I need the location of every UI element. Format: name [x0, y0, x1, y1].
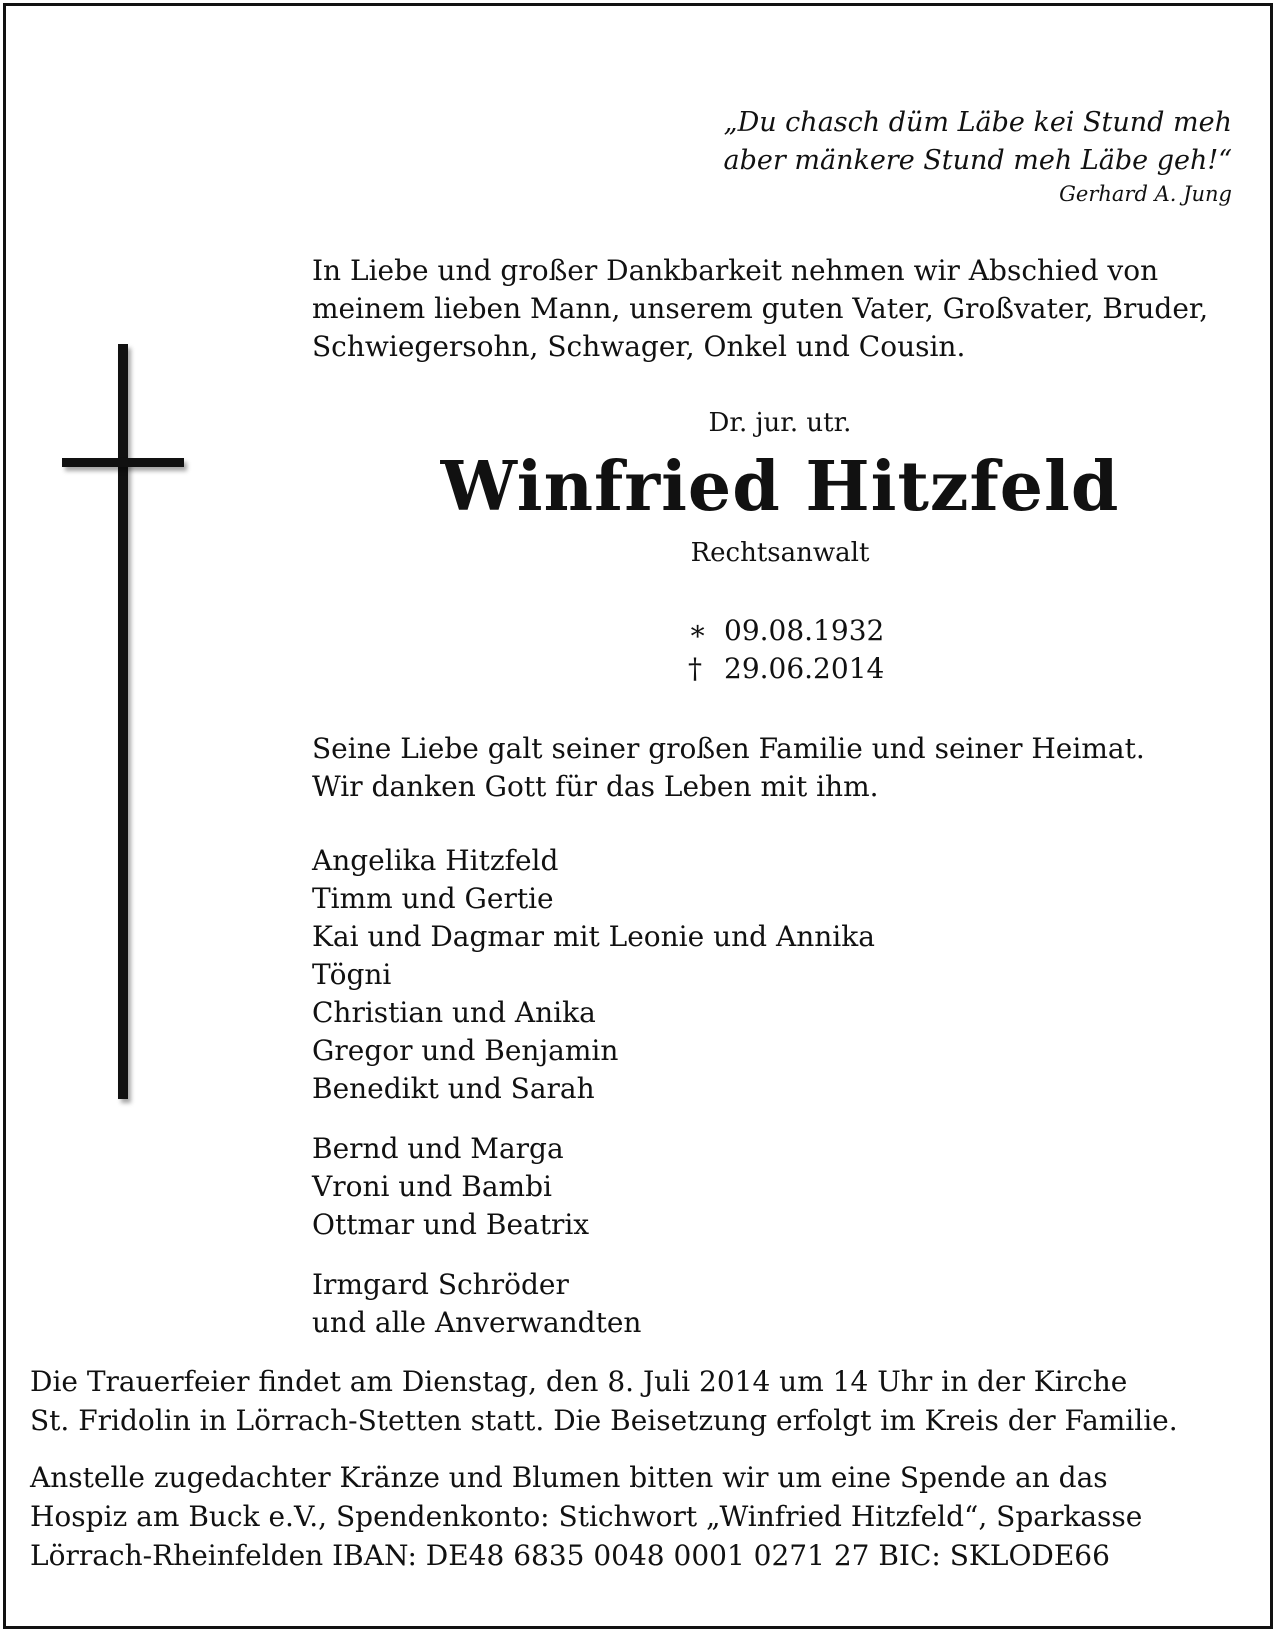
- cross-icon: [62, 344, 184, 1104]
- intro-line-2: meinem lieben Mann, unserem guten Vater, Großvater, Bruder,: [312, 292, 1209, 325]
- dialect-quote: [724, 104, 1232, 208]
- mourner-name: Ottmar und Beatrix: [312, 1208, 590, 1241]
- quote-line-1: „Du chasch düm Läbe kei Stund meh: [723, 107, 1232, 138]
- mourner-name: Vroni und Bambi: [312, 1170, 552, 1203]
- mourner-name: Christian und Anika: [312, 996, 596, 1029]
- death-cross-icon: †: [688, 652, 702, 685]
- family-group-3: [312, 1266, 641, 1342]
- mourner-name: Kai und Dagmar mit Leonie und Annika: [312, 920, 875, 953]
- life-dates: [688, 612, 884, 688]
- mourner-name: Benedikt und Sarah: [312, 1072, 595, 1105]
- funeral-notice: [30, 1362, 1178, 1440]
- intro-line-1: In Liebe und großer Dankbarkeit nehmen wir Abschied von: [312, 254, 1159, 287]
- closing-line-2: Wir danken Gott für das Leben mit ihm.: [312, 770, 879, 803]
- family-group-2: [312, 1130, 589, 1244]
- mourner-name: und alle Anverwandten: [312, 1306, 642, 1339]
- quote-line-2: aber mänkere Stund meh Läbe geh!“: [723, 145, 1232, 176]
- deceased-profession: Rechtsanwalt: [690, 538, 870, 568]
- donation-notice: [30, 1458, 1142, 1575]
- closing-line-1: Seine Liebe galt seiner großen Familie und seiner Heimat.: [312, 732, 1145, 765]
- death-date: 29.06.2014: [724, 652, 885, 685]
- deceased-honorific: Dr. jur. utr.: [708, 408, 852, 438]
- death-row: [688, 650, 884, 688]
- funeral-line-1: Die Trauerfeier findet am Dienstag, den 8. Juli 2014 um 14 Uhr in der Kirche: [30, 1365, 1128, 1398]
- mourner-name: Irmgard Schröder: [312, 1268, 569, 1301]
- quote-author: Gerhard A. Jung: [1059, 182, 1232, 206]
- mourner-name: Bernd und Marga: [312, 1132, 564, 1165]
- mourner-name: Timm und Gertie: [312, 882, 554, 915]
- cross-horizontal-bar: [62, 458, 184, 467]
- donation-line-2: Hospiz am Buck e.V., Spendenkonto: Stichwort „Winfried Hitzfeld“, Sparkasse: [30, 1500, 1143, 1533]
- mourner-name: Angelika Hitzfeld: [312, 844, 559, 877]
- birth-date: 09.08.1932: [724, 614, 885, 647]
- birth-star-icon: ∗: [688, 614, 708, 647]
- deceased-name: Winfried Hitzfeld: [440, 447, 1120, 527]
- closing-text: [312, 730, 1145, 806]
- mourner-name: Tögni: [312, 958, 392, 991]
- intro-line-3: Schwiegersohn, Schwager, Onkel und Cousin.: [312, 330, 966, 363]
- mourner-name: Gregor und Benjamin: [312, 1034, 619, 1067]
- family-group-1: [312, 842, 875, 1108]
- funeral-line-2: St. Fridolin in Lörrach-Stetten statt. Die Beisetzung erfolgt im Kreis der Familie.: [30, 1404, 1178, 1437]
- donation-line-1: Anstelle zugedachter Kränze und Blumen bitten wir um eine Spende an das: [30, 1461, 1108, 1494]
- donation-line-3: Lörrach-Rheinfelden IBAN: DE48 6835 0048 0001 0271 27 BIC: SKLODE66: [30, 1539, 1110, 1572]
- birth-row: [688, 612, 884, 650]
- intro-text: [312, 252, 1252, 366]
